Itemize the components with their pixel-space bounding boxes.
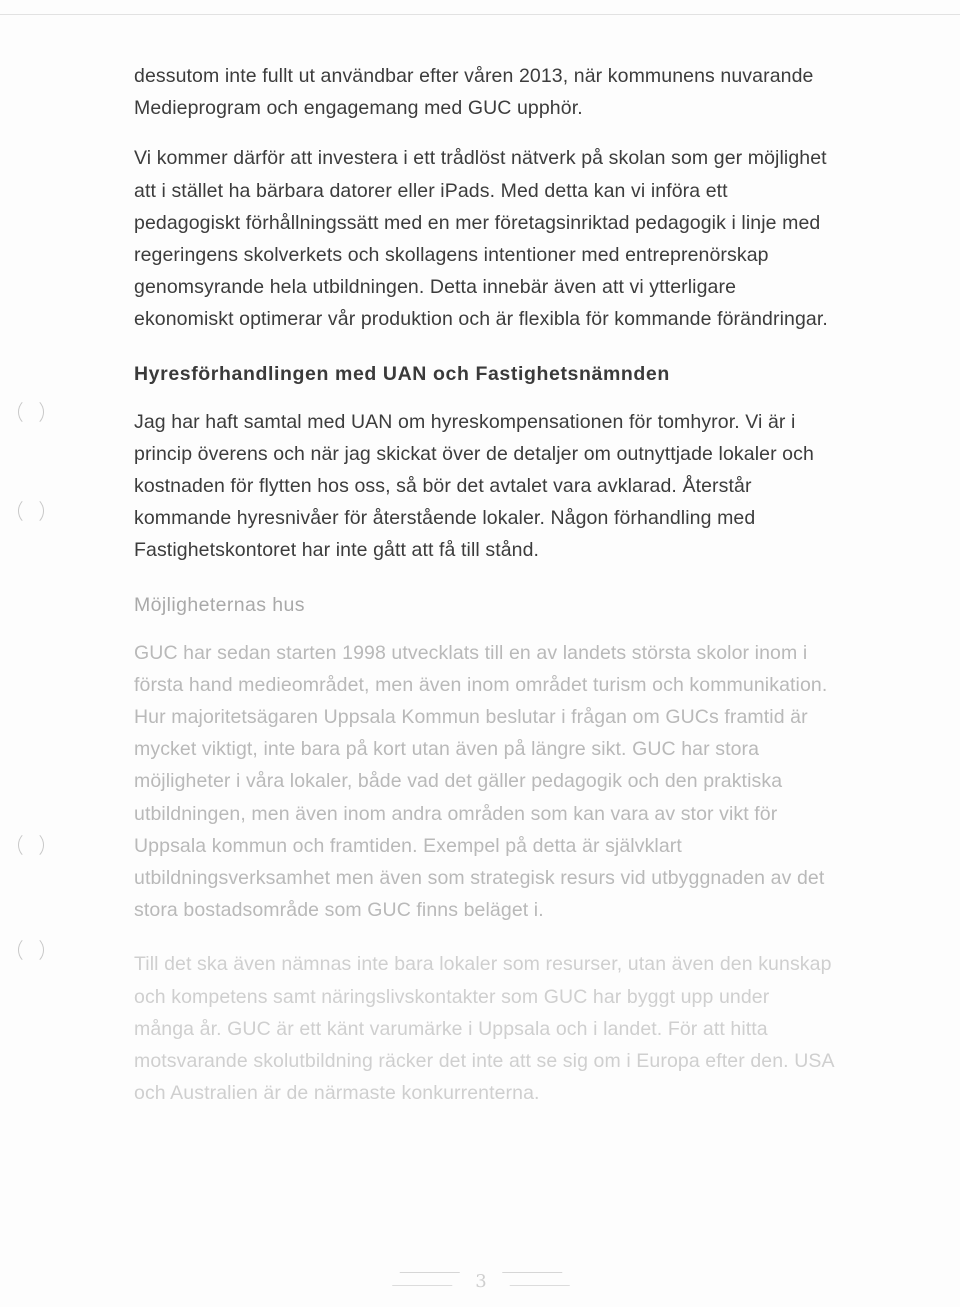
heading-mojligheternas-hus: Möjligheternas hus bbox=[134, 593, 305, 616]
paragraph-kunskap-kompetens: Till det ska även nämnas inte bara lokaler som resurser, utan även den kunskap och kompetens samt näringslivskontakter som GUC har byggt upp under många år. GUC är ett känt varumärke i Uppsala och i landet. För att hitta motsvarande skolutbildning räcker det inte att se sig om i Europa efter den. USA och Australien är de närmaste konkurrenterna. bbox=[134, 953, 834, 1105]
binder-hole bbox=[18, 497, 44, 525]
scan-edge-line bbox=[0, 14, 960, 15]
binder-hole bbox=[18, 936, 44, 964]
page-number: 3 bbox=[396, 1262, 566, 1302]
paragraph-hyreskompensation: Jag har haft samtal med UAN om hyreskompensationen för tomhyror. Vi är i princip överens och när jag skickat över de detaljer om outnyttjade lokaler och kostnaden för flytten hos oss, så bör det avtalet vara avklarad. Återstår kommande hyresnivåer för återstående lokaler. Någon förhandling med Fastighetskontoret har inte gått att få till stånd. bbox=[134, 410, 814, 562]
paragraph-guc-utveckling: GUC har sedan starten 1998 utvecklats till en av landets största skolor inom i första hand medieområdet, men även inom området turism och kommunikation. Hur majoritetsägaren Uppsala Kommun beslutar i frågan om GUCs framtid är mycket viktigt, inte bara på kort utan även på längre sikt. GUC har stora möjligheter i våra lokaler, både vad det gäller pedagogik och den praktiska utbildningen, men även inom andra områden som kan vara av stor vikt för Uppsala kommun och framtiden. Exempel på detta är självklart utbildningsverksamhet men även som strategisk resurs vid utbyggnaden av det stora bostadsområde som GUC finns beläget i. bbox=[134, 641, 828, 922]
paragraph-medieprogram: dessutom inte fullt ut användbar efter våren 2013, när kommunens nuvarande Medieprogram och engagemang med GUC upphör. bbox=[134, 65, 814, 120]
binder-hole bbox=[18, 831, 44, 859]
binder-hole bbox=[18, 398, 44, 426]
document-page bbox=[134, 60, 834, 1109]
heading-hyresforhandlingen: Hyresförhandlingen med UAN och Fastighetsnämnden bbox=[134, 362, 670, 385]
paragraph-tradlost-natverk: Vi kommer därför att investera i ett trådlöst nätverk på skolan som ger möjlighet att i stället ha bärbara datorer eller iPads. Med detta kan vi införa ett pedagogiskt förhållningssätt med en mer företagsinriktad pedagogik i linje med regeringens skolverkets och skollagens intentioner med entreprenörskap genomsyrande hela utbildningen. Detta innebär även att vi ytterligare ekonomiskt optimerar vår produktion och är flexibla för kommande förändringar. bbox=[134, 147, 828, 331]
